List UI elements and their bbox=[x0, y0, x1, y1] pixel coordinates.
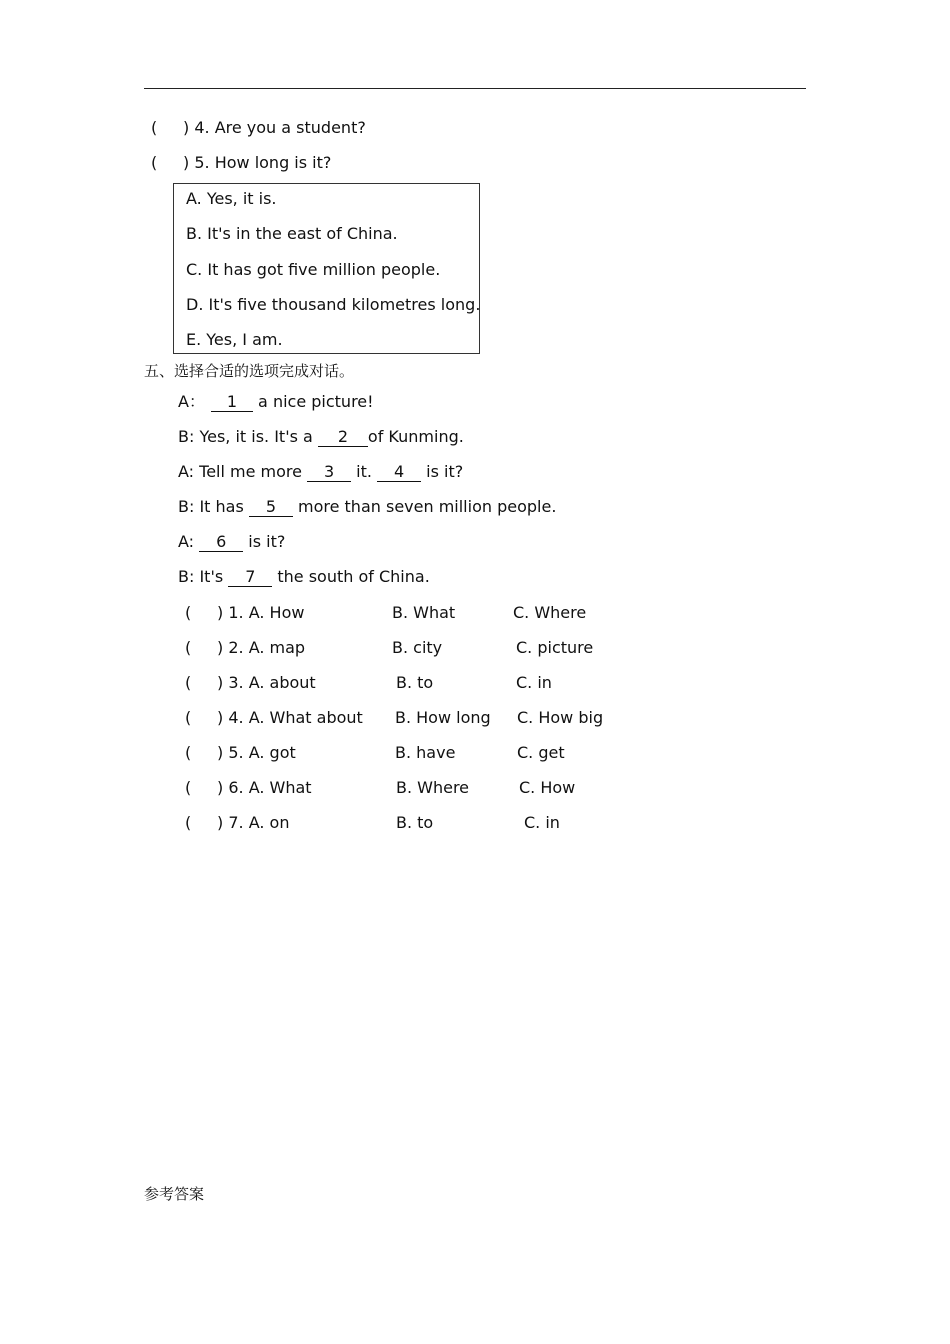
dialogue-line-6 bbox=[178, 567, 430, 587]
choice-close-paren: ) bbox=[217, 743, 224, 762]
dialogue-text: more than seven million people. bbox=[298, 497, 557, 516]
dialogue-text: A: bbox=[178, 532, 195, 551]
blank-2[interactable]: 2 bbox=[318, 428, 368, 447]
dialogue-line-2 bbox=[178, 427, 464, 447]
choice-6-c[interactable]: C. How bbox=[519, 778, 576, 797]
dialogue-text: B: Yes, it is. It's a bbox=[178, 427, 313, 446]
choice-2-open-paren: ( bbox=[185, 638, 192, 657]
section-five-title: 五、选择合适的选项完成对话。 bbox=[144, 362, 355, 380]
dialogue-text: the south of China. bbox=[277, 567, 430, 586]
choice-7-open-paren: ( bbox=[185, 813, 192, 832]
choice-7-b[interactable]: B. to bbox=[396, 813, 434, 832]
choice-close-paren: ) bbox=[217, 813, 224, 832]
dialogue-text: A: Tell me more bbox=[178, 462, 302, 481]
choice-a-text: 1. A. How bbox=[228, 603, 305, 622]
dialogue-line-3 bbox=[178, 462, 463, 482]
choice-5-open-paren: ( bbox=[185, 743, 192, 762]
option-d: D. It's five thousand kilometres long. bbox=[186, 295, 481, 314]
choice-close-paren: ) bbox=[217, 673, 224, 692]
choice-4-a[interactable] bbox=[217, 708, 363, 728]
choice-3-open-paren: ( bbox=[185, 673, 192, 692]
q4-text: 4. Are you a student? bbox=[194, 118, 366, 137]
dialogue-text: it. bbox=[356, 462, 372, 481]
choice-6-a[interactable] bbox=[217, 778, 312, 798]
dialogue-text: is it? bbox=[426, 462, 464, 481]
choice-2-c[interactable]: C. picture bbox=[516, 638, 594, 657]
choice-7-c[interactable]: C. in bbox=[524, 813, 560, 832]
option-c: C. It has got five million people. bbox=[186, 260, 441, 279]
choice-1-b[interactable]: B. What bbox=[392, 603, 456, 622]
dialogue-text: a nice picture! bbox=[258, 392, 374, 411]
question-4 bbox=[183, 118, 366, 138]
choice-close-paren: ) bbox=[217, 638, 224, 657]
choice-2-a[interactable] bbox=[217, 638, 305, 658]
choice-3-b[interactable]: B. to bbox=[396, 673, 434, 692]
options-box bbox=[173, 183, 480, 354]
choice-a-text: 5. A. got bbox=[228, 743, 296, 762]
blank-7[interactable]: 7 bbox=[228, 568, 272, 587]
choice-4-open-paren: ( bbox=[185, 708, 192, 727]
choice-5-b[interactable]: B. have bbox=[395, 743, 456, 762]
choice-a-text: 3. A. about bbox=[228, 673, 316, 692]
dialogue-text: B: It's bbox=[178, 567, 224, 586]
option-a: A. Yes, it is. bbox=[186, 189, 277, 208]
choice-3-a[interactable] bbox=[217, 673, 316, 693]
choice-a-text: 6. A. What bbox=[228, 778, 312, 797]
choice-4-c[interactable]: C. How big bbox=[517, 708, 604, 727]
choice-3-c[interactable]: C. in bbox=[516, 673, 552, 692]
speaker: A： bbox=[178, 392, 205, 411]
choice-4-b[interactable]: B. How long bbox=[395, 708, 491, 727]
choice-1-c[interactable]: C. Where bbox=[513, 603, 587, 622]
choice-2-b[interactable]: B. city bbox=[392, 638, 443, 657]
q4-close-paren: ) bbox=[183, 118, 190, 137]
choice-6-b[interactable]: B. Where bbox=[396, 778, 470, 797]
q5-open-paren: ( bbox=[151, 153, 158, 172]
choice-a-text: 2. A. map bbox=[228, 638, 306, 657]
dialogue-line-5 bbox=[178, 532, 285, 552]
choice-close-paren: ) bbox=[217, 778, 224, 797]
choice-close-paren: ) bbox=[217, 603, 224, 622]
choice-1-open-paren: ( bbox=[185, 603, 192, 622]
blank-4[interactable]: 4 bbox=[377, 463, 421, 482]
option-e: E. Yes, I am. bbox=[186, 330, 283, 349]
dialogue-line-4 bbox=[178, 497, 556, 517]
header-rule bbox=[144, 88, 806, 89]
question-5 bbox=[183, 153, 331, 173]
choice-5-c[interactable]: C. get bbox=[517, 743, 565, 762]
blank-6[interactable]: 6 bbox=[199, 533, 243, 552]
q5-text: 5. How long is it? bbox=[194, 153, 332, 172]
choice-7-a[interactable] bbox=[217, 813, 289, 833]
q4-open-paren: ( bbox=[151, 118, 158, 137]
answer-key-title: 参考答案 bbox=[144, 1185, 205, 1203]
q5-close-paren: ) bbox=[183, 153, 190, 172]
choice-close-paren: ) bbox=[217, 708, 224, 727]
dialogue-text: B: It has bbox=[178, 497, 244, 516]
blank-1[interactable]: 1 bbox=[211, 393, 253, 412]
dialogue-text: is it? bbox=[248, 532, 286, 551]
choice-a-text: 4. A. What about bbox=[228, 708, 363, 727]
choice-5-a[interactable] bbox=[217, 743, 296, 763]
blank-5[interactable]: 5 bbox=[249, 498, 293, 517]
option-b: B. It's in the east of China. bbox=[186, 224, 398, 243]
blank-3[interactable]: 3 bbox=[307, 463, 351, 482]
dialogue-text: of Kunming. bbox=[367, 427, 464, 446]
dialogue-line-1 bbox=[178, 392, 374, 412]
choice-a-text: 7. A. on bbox=[228, 813, 290, 832]
choice-6-open-paren: ( bbox=[185, 778, 192, 797]
choice-1-a[interactable] bbox=[217, 603, 304, 623]
